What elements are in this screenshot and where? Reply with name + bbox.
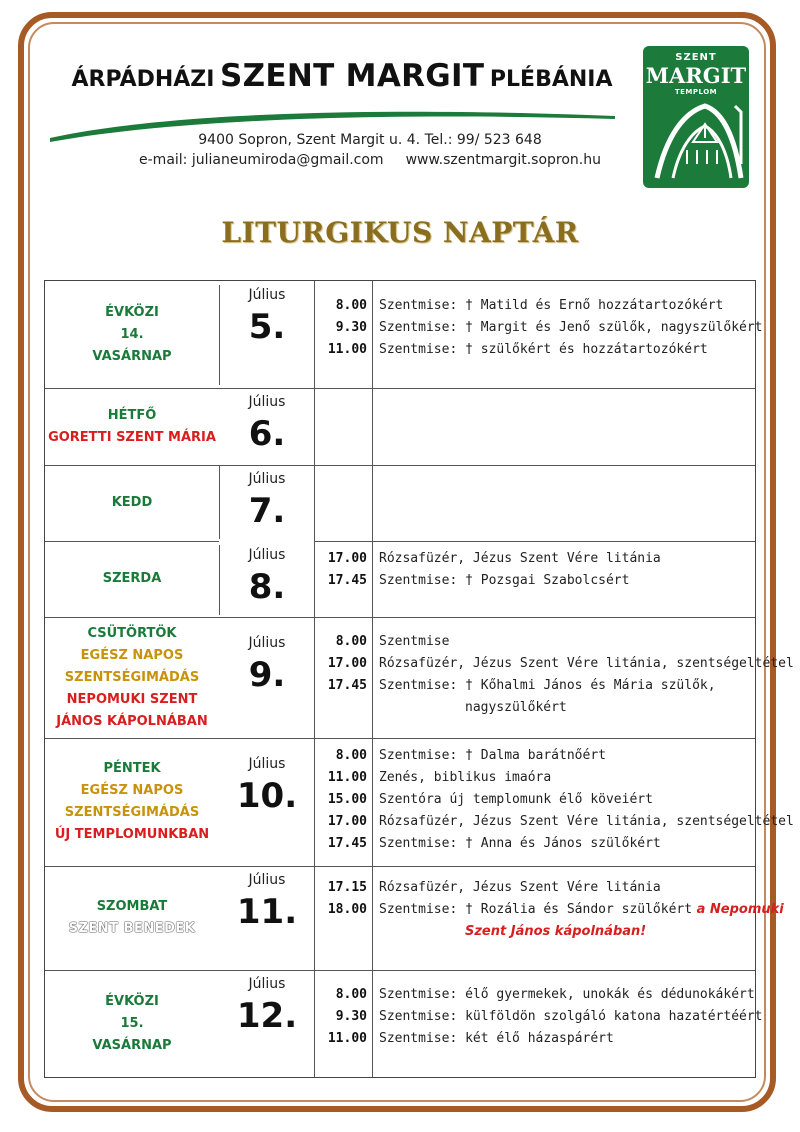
event-item <box>379 570 755 592</box>
day-name-line: VASÁRNAP <box>92 348 172 364</box>
event-item <box>379 317 763 339</box>
event-item <box>379 767 755 789</box>
event-text: Szentmise: † Pozsgai Szabolcsért <box>379 573 630 588</box>
date-month: Július <box>248 635 286 651</box>
date-day: 11. <box>236 892 298 932</box>
date-month: Július <box>248 976 286 992</box>
parish-contact <box>60 152 680 168</box>
time-list <box>315 745 367 855</box>
event-note-continued: Szent János kápolnában! <box>465 924 647 939</box>
event-text: Rózsafüzér, Jézus Szent Vére litánia <box>379 880 661 895</box>
date-cell <box>220 617 314 738</box>
day-name-line: HÉTFŐ <box>107 407 157 423</box>
event-list <box>379 984 763 1050</box>
day-name-line: 15. <box>120 1016 144 1031</box>
mass-time: 17.00 <box>327 551 367 566</box>
date-day: 5. <box>248 307 286 347</box>
parish-title <box>62 58 622 94</box>
date-day: 10. <box>236 776 298 816</box>
event-item <box>379 899 784 921</box>
event-text: nagyszülőkért <box>465 700 567 715</box>
date-cell <box>220 388 314 465</box>
date-day: 9. <box>248 655 286 695</box>
logo-line-1: SZENT <box>675 52 717 63</box>
day-name-line: ÉVKÖZI <box>105 304 159 320</box>
event-list <box>379 745 794 855</box>
event-item <box>379 789 755 811</box>
mass-time: 11.00 <box>327 342 367 357</box>
mass-time: 17.00 <box>327 814 367 829</box>
day-name-line: SZENTSÉGIMÁDÁS <box>64 805 200 820</box>
day-name-line: SZENT BENEDEK <box>68 921 196 936</box>
day-name <box>45 388 219 465</box>
church-building-icon <box>643 46 749 188</box>
day-name-line: EGÉSZ NAPOS <box>80 647 184 663</box>
day-name-line: ÚJ TEMPLOMUNKBAN <box>54 827 210 842</box>
church-logo <box>643 46 749 188</box>
event-item <box>379 295 755 317</box>
time-list <box>315 295 367 361</box>
event-text: Szentóra új templomunk élő köveiért <box>379 792 653 807</box>
event-item <box>379 548 755 570</box>
date-month: Július <box>248 756 286 772</box>
date-cell <box>220 970 314 1078</box>
time-list <box>315 877 367 921</box>
event-note: a Nepomuki <box>692 902 784 917</box>
day-name-line: JÁNOS KÁPOLNÁBAN <box>56 713 208 729</box>
mass-time: 8.00 <box>335 748 367 763</box>
mass-time: 17.45 <box>327 573 367 588</box>
day-name-line: KEDD <box>111 495 153 510</box>
day-name-line: VASÁRNAP <box>92 1038 172 1053</box>
column-divider <box>314 281 315 1077</box>
event-text: Szentmise: † Anna és János szülőkért <box>379 836 661 851</box>
day-name <box>45 866 219 970</box>
logo-line-3: TEMPLOM <box>674 88 718 96</box>
event-list <box>379 877 784 943</box>
time-list <box>315 984 367 1050</box>
mass-time: 17.45 <box>327 836 367 851</box>
day-name <box>45 281 219 388</box>
day-name-line: NEPOMUKI SZENT <box>66 691 198 707</box>
mass-time: 18.00 <box>327 902 367 917</box>
date-day: 8. <box>248 567 286 607</box>
logo-line-2: MARGIT <box>645 63 747 88</box>
mass-time: 8.00 <box>335 298 367 313</box>
event-item <box>379 675 755 697</box>
parish-address: 9400 Sopron, Szent Margit u. 4. Tel.: 99/ 523 648 <box>198 132 542 148</box>
date-month: Július <box>248 287 286 303</box>
day-name-line: EGÉSZ NAPOS <box>80 783 184 798</box>
date-cell <box>220 541 314 617</box>
event-text: Szentmise: † Margit és Jenő szülők, nagyszülőkért <box>379 320 763 335</box>
event-text: Szentmise: † Kőhalmi János és Mária szülők, <box>379 678 716 693</box>
mass-time: 8.00 <box>335 634 367 649</box>
date-cell <box>220 465 314 541</box>
date-month: Július <box>248 394 286 410</box>
event-list <box>379 631 794 719</box>
day-name-line: CSÜTÖRTÖK <box>87 625 177 641</box>
parish-email: e-mail: julianeumiroda@gmail.com <box>139 152 384 168</box>
event-text: Szentmise: † szülőkért és hozzátartozókért <box>379 342 708 357</box>
event-item <box>379 745 755 767</box>
liturgical-calendar-table <box>44 280 794 1078</box>
date-day: 6. <box>248 414 286 454</box>
event-text: Szentmise: két élő házaspárért <box>379 1031 614 1046</box>
mass-time: 8.00 <box>335 987 367 1002</box>
day-name <box>45 738 219 866</box>
event-text: Szentmise: külföldön szolgáló katona hazatértéért <box>379 1009 763 1024</box>
day-name-line: ÉVKÖZI <box>105 994 159 1009</box>
event-item <box>379 1028 755 1050</box>
mass-time: 17.45 <box>327 678 367 693</box>
event-text: Szentmise: élő gyermekek, unokák és dédunokákért <box>379 987 755 1002</box>
day-name-line: PÉNTEK <box>103 761 161 776</box>
calendar-title: LITURGIKUS NAPTÁR <box>221 216 579 249</box>
day-name-line: SZENTSÉGIMÁDÁS <box>64 669 200 685</box>
day-name-line: SZERDA <box>102 571 162 586</box>
event-text: Szentmise: † Matild és Ernő hozzátartozókért <box>379 298 724 313</box>
day-name <box>45 541 219 617</box>
day-name <box>45 465 219 541</box>
date-cell <box>220 866 314 970</box>
date-cell <box>220 738 314 866</box>
event-item <box>379 339 755 361</box>
day-name-line: GORETTI SZENT MÁRIA <box>48 429 216 445</box>
event-item <box>379 833 755 855</box>
time-list <box>315 548 367 592</box>
event-item <box>379 653 794 675</box>
date-month: Július <box>248 872 286 888</box>
title-prefix: ÁRPÁDHÁZI <box>71 67 215 92</box>
event-list <box>379 295 763 361</box>
event-text: Szentmise: † Dalma barátnőért <box>379 748 606 763</box>
mass-time: 11.00 <box>327 770 367 785</box>
event-item <box>379 631 755 653</box>
event-text: Szentmise <box>379 634 450 649</box>
event-item <box>379 877 755 899</box>
mass-time: 17.00 <box>327 656 367 671</box>
column-divider <box>219 465 220 539</box>
mass-time: 9.30 <box>335 1009 367 1024</box>
date-month: Július <box>248 547 286 563</box>
day-name-line: 14. <box>120 326 144 342</box>
column-divider <box>219 545 220 615</box>
mass-time: 11.00 <box>327 1031 367 1046</box>
day-name <box>45 970 219 1078</box>
event-item <box>379 984 755 1006</box>
day-name-line: SZOMBAT <box>96 899 168 914</box>
event-text: Rózsafüzér, Jézus Szent Vére litánia, szentségeltétel <box>379 814 794 829</box>
mass-time: 9.30 <box>335 320 367 335</box>
event-text: Szentmise: † Rozália és Sándor szülőkért <box>379 902 693 917</box>
mass-time: 17.15 <box>327 880 367 895</box>
date-day: 12. <box>236 996 298 1036</box>
title-main: SZENT MARGIT <box>220 58 485 94</box>
column-divider <box>219 285 220 385</box>
event-text: Rózsafüzér, Jézus Szent Vére litánia, szentségeltétel <box>379 656 794 671</box>
parish-website: www.szentmargit.sopron.hu <box>405 152 601 168</box>
event-item <box>379 1006 763 1028</box>
date-cell <box>220 281 314 388</box>
title-suffix: PLÉBÁNIA <box>489 67 613 92</box>
date-month: Július <box>248 471 286 487</box>
event-text: Rózsafüzér, Jézus Szent Vére litánia <box>379 551 661 566</box>
row-divider <box>315 541 755 542</box>
mass-time: 15.00 <box>327 792 367 807</box>
event-list <box>379 548 755 592</box>
column-divider <box>372 281 373 1077</box>
event-item <box>379 811 794 833</box>
day-name <box>45 617 219 738</box>
event-item <box>379 697 755 719</box>
time-list <box>315 631 367 697</box>
date-day: 7. <box>248 491 286 531</box>
event-text: Zenés, biblikus imaóra <box>379 770 552 785</box>
